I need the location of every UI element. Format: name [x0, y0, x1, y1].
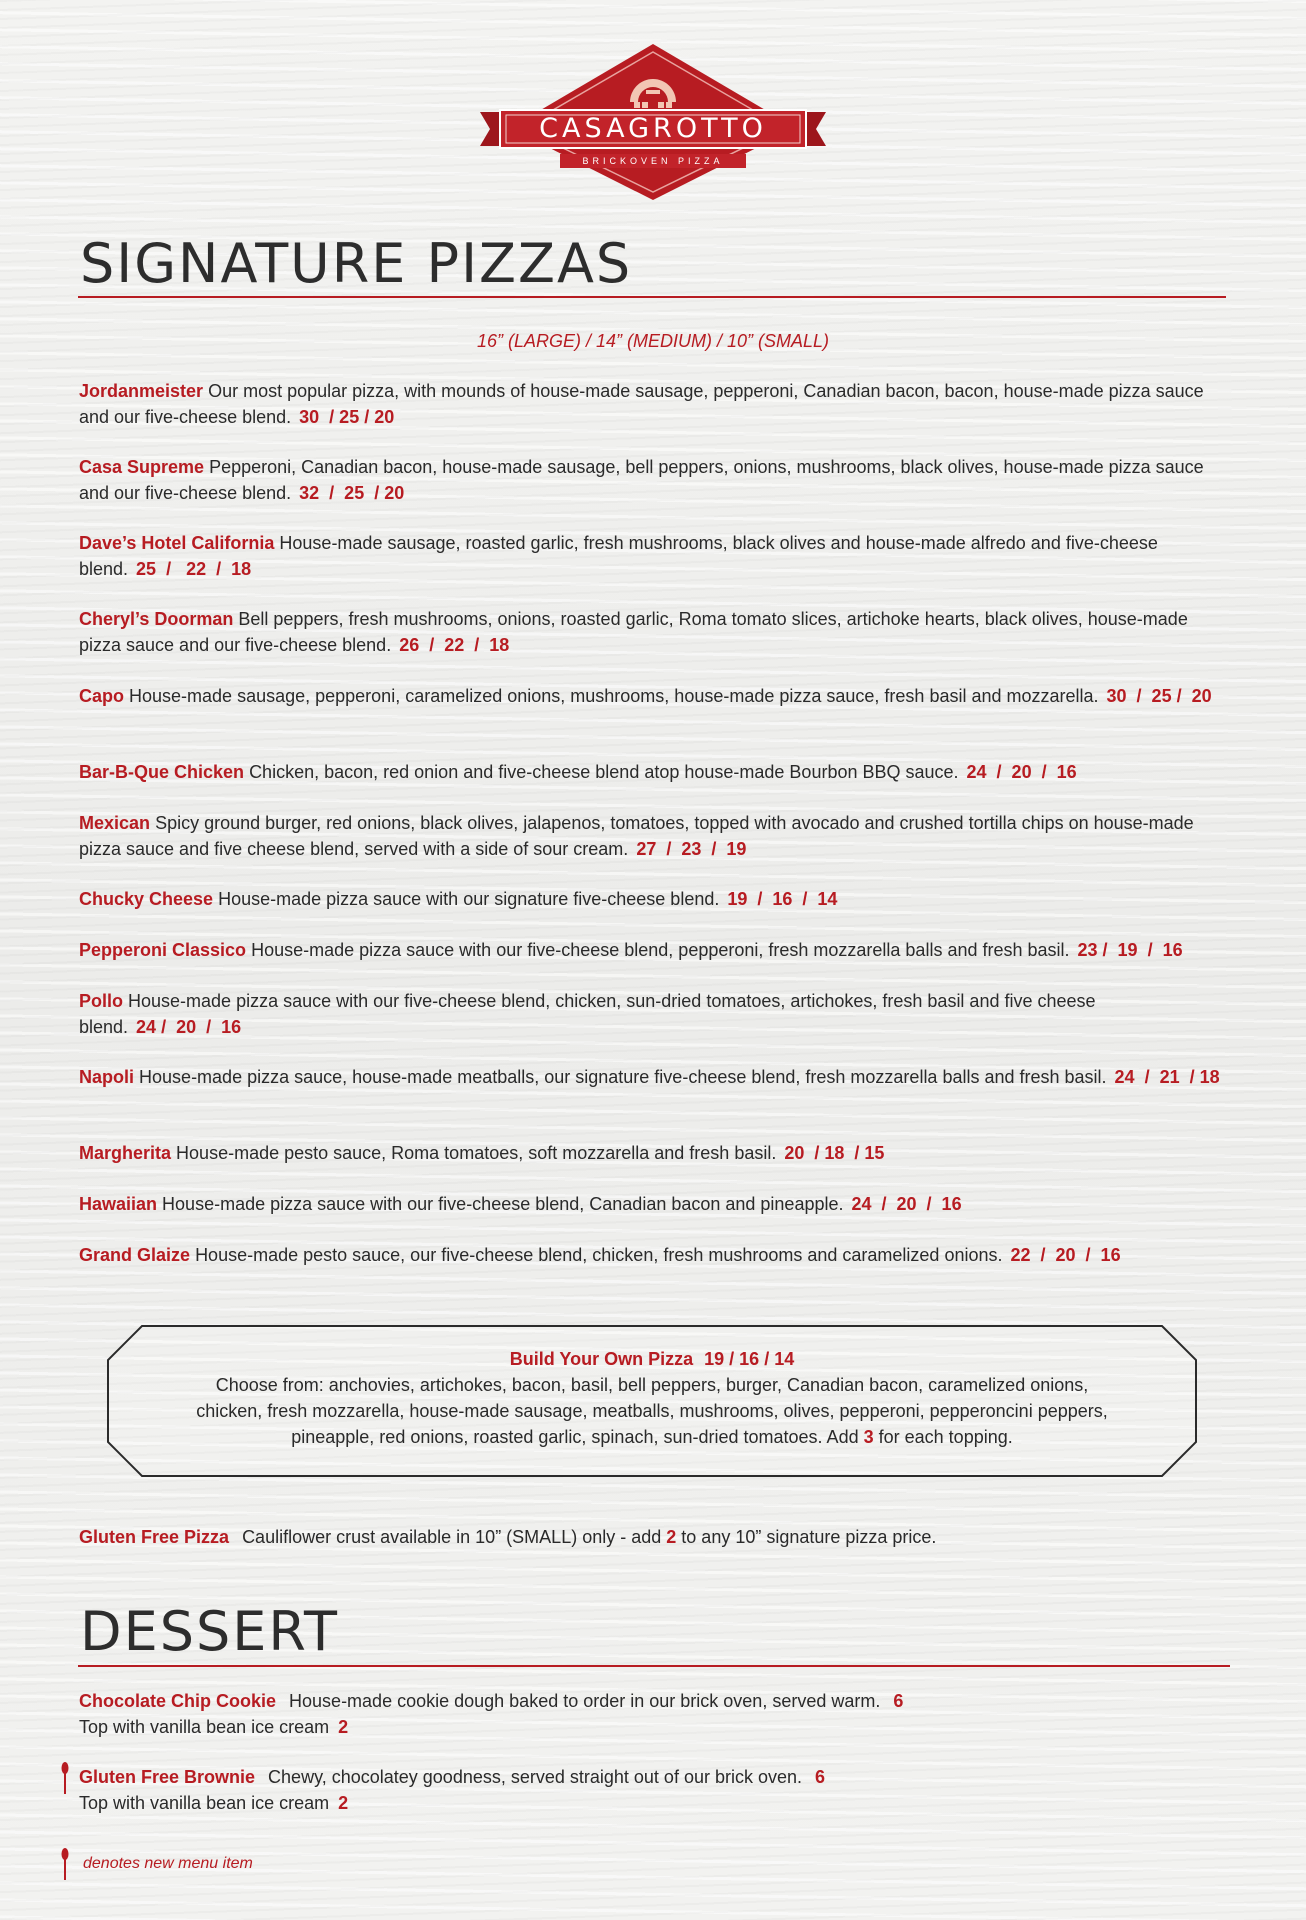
- new-item-icon: [61, 1762, 69, 1794]
- dessert-desc: House-made cookie dough baked to order in our brick oven, served warm.: [289, 1691, 881, 1711]
- pizza-name: Casa Supreme: [79, 457, 205, 477]
- pizza-description: House-made pesto sauce, Roma tomatoes, soft mozzarella and fresh basil.: [176, 1143, 777, 1163]
- pizza-item: [79, 988, 1229, 1040]
- pizza-description: House-made pizza sauce with our five-cheese blend, Canadian bacon and pineapple.: [162, 1194, 844, 1214]
- pizza-item: [79, 606, 1229, 658]
- pizza-price: 25 / 22 / 18: [136, 559, 252, 579]
- byo-description: [186, 1372, 1118, 1450]
- dessert-topper-price: 2: [338, 1717, 349, 1737]
- pizza-item: [79, 378, 1229, 430]
- pizza-description: House-made pizza sauce with our five-cheese blend, chicken, sun-dried tomatoes, artichokes, fresh basil and five cheese blend.: [79, 991, 1096, 1037]
- dessert-divider: [78, 1665, 1230, 1667]
- pizza-name: Mexican: [79, 813, 151, 833]
- pizza-description: House-made pizza sauce with our five-cheese blend, pepperoni, fresh mozzarella balls and fresh basil.: [251, 940, 1070, 960]
- dessert-title: DESSERT: [80, 1600, 339, 1663]
- pizza-name: Pollo: [79, 991, 123, 1011]
- pizza-description: Spicy ground burger, red onions, black olives, jalapenos, tomatoes, topped with avocado and crushed tortilla chips on house-made pizza sauce and five cheese blend, served with a side of sour cream.: [79, 813, 1194, 859]
- pizza-price: 22 / 20 / 16: [1010, 1245, 1121, 1265]
- gluten-free-desc-end: to any 10” signature pizza price.: [681, 1527, 937, 1547]
- dessert-price: 6: [815, 1767, 826, 1787]
- pizza-price: 26 / 22 / 18: [399, 635, 510, 655]
- pizza-name: Grand Glaize: [79, 1245, 191, 1265]
- pizza-description: Bell peppers, fresh mushrooms, onions, roasted garlic, Roma tomato slices, artichoke hearts, black olives, house-made pizza sauce and our five-cheese blend.: [79, 609, 1188, 655]
- pizza-description: House-made sausage, roasted garlic, fresh mushrooms, black olives and house-made alfredo and five-cheese blend.: [79, 533, 1158, 579]
- byo-toppings: Choose from: anchovies, artichokes, bacon, basil, bell peppers, burger, Canadian bacon, caramelized onions, chicken, fresh mozzarella, house-made sausage, meatballs, mushrooms, olives, pepperoni, pepperoncini peppers, pineapple, red onions, roasted garlic, spinach, sun-dried tomatoes. Add: [196, 1375, 1108, 1447]
- brand-tagline: BRICKOVEN PIZZA: [582, 156, 724, 166]
- pizza-item: [79, 683, 1229, 709]
- pizza-item: [79, 886, 1229, 912]
- dessert-desc: Chewy, chocolatey goodness, served straight out of our brick oven.: [268, 1767, 802, 1787]
- pizza-price: 30 / 25 / 20: [299, 407, 395, 427]
- pizza-price: 24 / 20 / 16: [851, 1194, 962, 1214]
- pizza-name: Dave’s Hotel California: [79, 533, 275, 553]
- pizza-description: House-made pizza sauce, house-made meatballs, our signature five-cheese blend, fresh mozzarella balls and fresh basil.: [139, 1067, 1107, 1087]
- pizza-price: 24 / 20 / 16: [966, 762, 1077, 782]
- pizza-price: 23 / 19 / 16: [1077, 940, 1183, 960]
- dessert-topper: Top with vanilla bean ice cream: [79, 1793, 330, 1813]
- dessert-price: 6: [893, 1691, 904, 1711]
- pizza-item: [79, 454, 1229, 506]
- byo-topping-note: for each topping.: [878, 1427, 1013, 1447]
- byo-price: 19 / 16 / 14: [704, 1349, 795, 1369]
- pizza-price: 24 / 21 / 18: [1114, 1067, 1220, 1087]
- pizza-price: 19 / 16 / 14: [727, 889, 838, 909]
- pizza-name: Jordanmeister: [79, 381, 204, 401]
- pizza-description: House-made pesto sauce, our five-cheese blend, chicken, fresh mushrooms and caramelized onions.: [195, 1245, 1003, 1265]
- byo-topping-price: 3: [863, 1427, 874, 1447]
- pizza-name: Margherita: [79, 1143, 172, 1163]
- dessert-name: Chocolate Chip Cookie: [79, 1691, 277, 1711]
- gluten-free-name: Gluten Free Pizza: [79, 1527, 230, 1547]
- pizza-item: [79, 530, 1229, 582]
- gluten-free-add-price: 2: [666, 1527, 677, 1547]
- pizza-name: Capo: [79, 686, 124, 706]
- new-item-legend-icon: [61, 1848, 69, 1880]
- signature-divider: [78, 296, 1226, 298]
- size-legend: 16” (LARGE) / 14” (MEDIUM) / 10” (SMALL): [476, 331, 830, 351]
- dessert-name: Gluten Free Brownie: [79, 1767, 256, 1787]
- pizza-item: [79, 1064, 1229, 1090]
- pizza-description: Pepperoni, Canadian bacon, house-made sausage, bell peppers, onions, mushrooms, black olives, house-made pizza sauce and our five-cheese blend.: [79, 457, 1204, 503]
- pizza-name: Chucky Cheese: [79, 889, 214, 909]
- brand-name: CASAGROTTO: [539, 113, 767, 144]
- dessert-topper: Top with vanilla bean ice cream: [79, 1717, 330, 1737]
- gluten-free-desc: Cauliflower crust available in 10” (SMALL) only - add: [242, 1527, 662, 1547]
- new-item-legend: denotes new menu item: [83, 1855, 253, 1872]
- dessert-item: [79, 1764, 1229, 1816]
- casagrotto-logo: [480, 42, 826, 202]
- dessert-topper-price: 2: [338, 1793, 349, 1813]
- pizza-name: Cheryl’s Doorman: [79, 609, 234, 629]
- pizza-item: [79, 1242, 1229, 1268]
- pizza-item: [79, 937, 1229, 963]
- pizza-price: 32 / 25 / 20: [299, 483, 405, 503]
- pizza-item: [79, 810, 1229, 862]
- pizza-description: House-made sausage, pepperoni, caramelized onions, mushrooms, house-made pizza sauce, fresh basil and mozzarella.: [129, 686, 1099, 706]
- dessert-item: [79, 1688, 1229, 1740]
- pizza-name: Pepperoni Classico: [79, 940, 247, 960]
- pizza-item: [79, 759, 1229, 785]
- pizza-name: Bar-B-Que Chicken: [79, 762, 245, 782]
- pizza-name: Napoli: [79, 1067, 135, 1087]
- pizza-item: [79, 1140, 1229, 1166]
- pizza-item: [79, 1191, 1229, 1217]
- signature-pizzas-title: SIGNATURE PIZZAS: [80, 232, 633, 295]
- pizza-description: Our most popular pizza, with mounds of house-made sausage, pepperoni, Canadian bacon, bacon, house-made pizza sauce and our five-cheese blend.: [79, 381, 1204, 427]
- pizza-description: Chicken, bacon, red onion and five-cheese blend atop house-made Bourbon BBQ sauce.: [249, 762, 959, 782]
- pizza-price: 24 / 20 / 16: [136, 1017, 242, 1037]
- gluten-free-pizza: [79, 1524, 1229, 1550]
- byo-title: Build Your Own Pizza: [509, 1349, 694, 1369]
- build-your-own-box: [106, 1324, 1198, 1478]
- pizza-name: Hawaiian: [79, 1194, 158, 1214]
- pizza-description: House-made pizza sauce with our signature five-cheese blend.: [218, 889, 720, 909]
- pizza-price: 30 / 25 / 20: [1106, 686, 1212, 706]
- pizza-price: 27 / 23 / 19: [636, 839, 747, 859]
- pizza-price: 20 / 18 / 15: [784, 1143, 885, 1163]
